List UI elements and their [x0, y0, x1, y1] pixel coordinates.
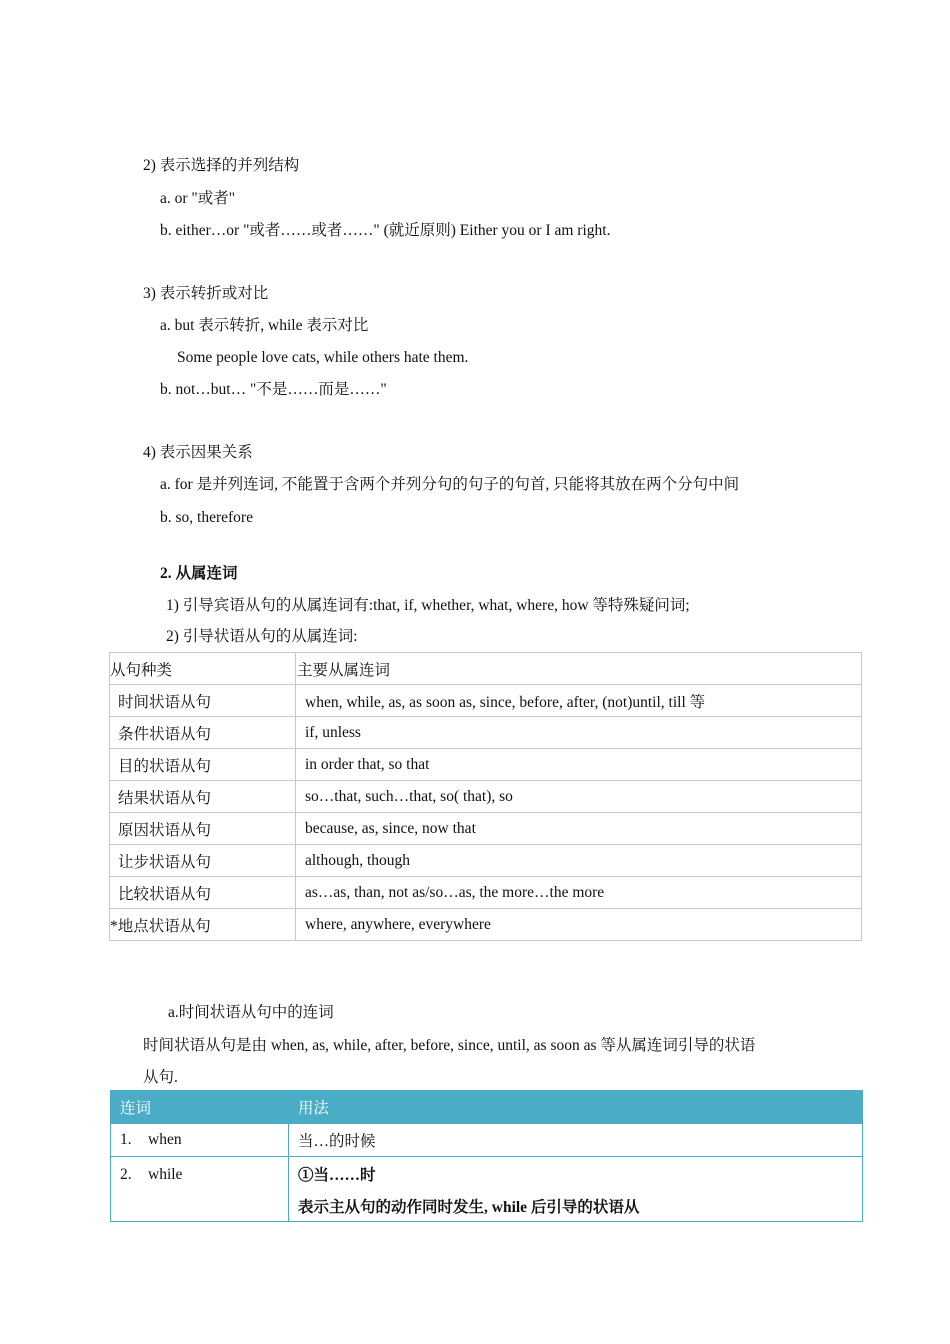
usage-text: 当…的时候	[298, 1133, 376, 1150]
table-header-row	[111, 1091, 863, 1124]
header-cell: 连词	[111, 1091, 289, 1124]
subordinate-point2: 2) 引导状语从句的从属连词:	[166, 628, 358, 645]
table-header-row	[110, 653, 862, 685]
table-row	[110, 717, 862, 749]
time-clause-desc-line2: 从句.	[143, 1069, 178, 1086]
table-row	[111, 1124, 863, 1157]
header-cell: 用法	[289, 1091, 863, 1124]
subordinate-heading: 2. 从属连词	[160, 565, 238, 582]
time-clause-desc-line1: 时间状语从句是由 when, as, while, after, before, since, until, as soon as 等从属连词引导的状语	[143, 1037, 756, 1054]
header-cell: 从句种类	[110, 653, 296, 685]
table-row	[110, 813, 862, 845]
clause-type-cell: *地点状语从句	[110, 909, 296, 941]
table-row	[110, 909, 862, 941]
clause-type-cell: 让步状语从句	[110, 845, 296, 877]
section2-item-b: b. either…or "或者……或者……" (就近原则) Either you or I am right.	[160, 222, 611, 239]
conjunction-word: when	[148, 1131, 182, 1148]
clause-type-cell: 时间状语从句	[110, 685, 296, 717]
usage-cell	[289, 1124, 863, 1157]
table-row	[110, 877, 862, 909]
usage-cell	[289, 1157, 863, 1222]
conjunctions-cell: where, anywhere, everywhere	[296, 909, 862, 941]
section2-item-a: a. or "或者"	[160, 190, 236, 207]
section3-item-a: a. but 表示转折, while 表示对比	[160, 317, 369, 334]
row-number: 1.	[120, 1131, 132, 1148]
table-row	[111, 1157, 863, 1222]
table-row	[110, 749, 862, 781]
row-number: 2.	[120, 1166, 132, 1183]
section3-item-b: b. not…but… "不是……而是……"	[160, 381, 387, 398]
conjunctions-cell: if, unless	[296, 717, 862, 749]
conjunctions-cell: so…that, such…that, so( that), so	[296, 781, 862, 813]
usage-text: ①当……时	[298, 1167, 376, 1184]
table-row	[110, 845, 862, 877]
time-clause-heading: a.时间状语从句中的连词	[168, 1004, 334, 1021]
clause-type-cell: 条件状语从句	[110, 717, 296, 749]
conjunction-cell	[111, 1157, 289, 1222]
conjunction-cell	[111, 1124, 289, 1157]
conjunctions-cell: when, while, as, as soon as, since, before, after, (not)until, till 等	[296, 685, 862, 717]
table-row	[110, 685, 862, 717]
section3-example: Some people love cats, while others hate them.	[177, 349, 469, 366]
conjunctions-cell: in order that, so that	[296, 749, 862, 781]
clause-conjunction-table	[109, 652, 862, 941]
clause-type-cell: 结果状语从句	[110, 781, 296, 813]
conjunctions-cell: although, though	[296, 845, 862, 877]
table-row	[110, 781, 862, 813]
conjunctions-cell: because, as, since, now that	[296, 813, 862, 845]
time-conjunction-table	[110, 1090, 863, 1222]
subordinate-point1: 1) 引导宾语从句的从属连词有:that, if, whether, what, where, how 等特殊疑问词;	[166, 597, 690, 614]
section2-heading: 2) 表示选择的并列结构	[143, 157, 300, 174]
conjunctions-cell: as…as, than, not as/so…as, the more…the more	[296, 877, 862, 909]
section4-heading: 4) 表示因果关系	[143, 444, 253, 461]
conjunction-word: while	[148, 1166, 183, 1183]
section4-item-a: a. for 是并列连词, 不能置于含两个并列分句的句子的句首, 只能将其放在两个分句中间	[160, 476, 740, 493]
usage-text: 表示主从句的动作同时发生, while 后引导的状语从	[298, 1199, 640, 1216]
clause-type-cell: 原因状语从句	[110, 813, 296, 845]
section3-heading: 3) 表示转折或对比	[143, 285, 269, 302]
clause-type-cell: 目的状语从句	[110, 749, 296, 781]
clause-type-cell: 比较状语从句	[110, 877, 296, 909]
header-cell: 主要从属连词	[296, 653, 862, 685]
section4-item-b: b. so, therefore	[160, 509, 253, 526]
